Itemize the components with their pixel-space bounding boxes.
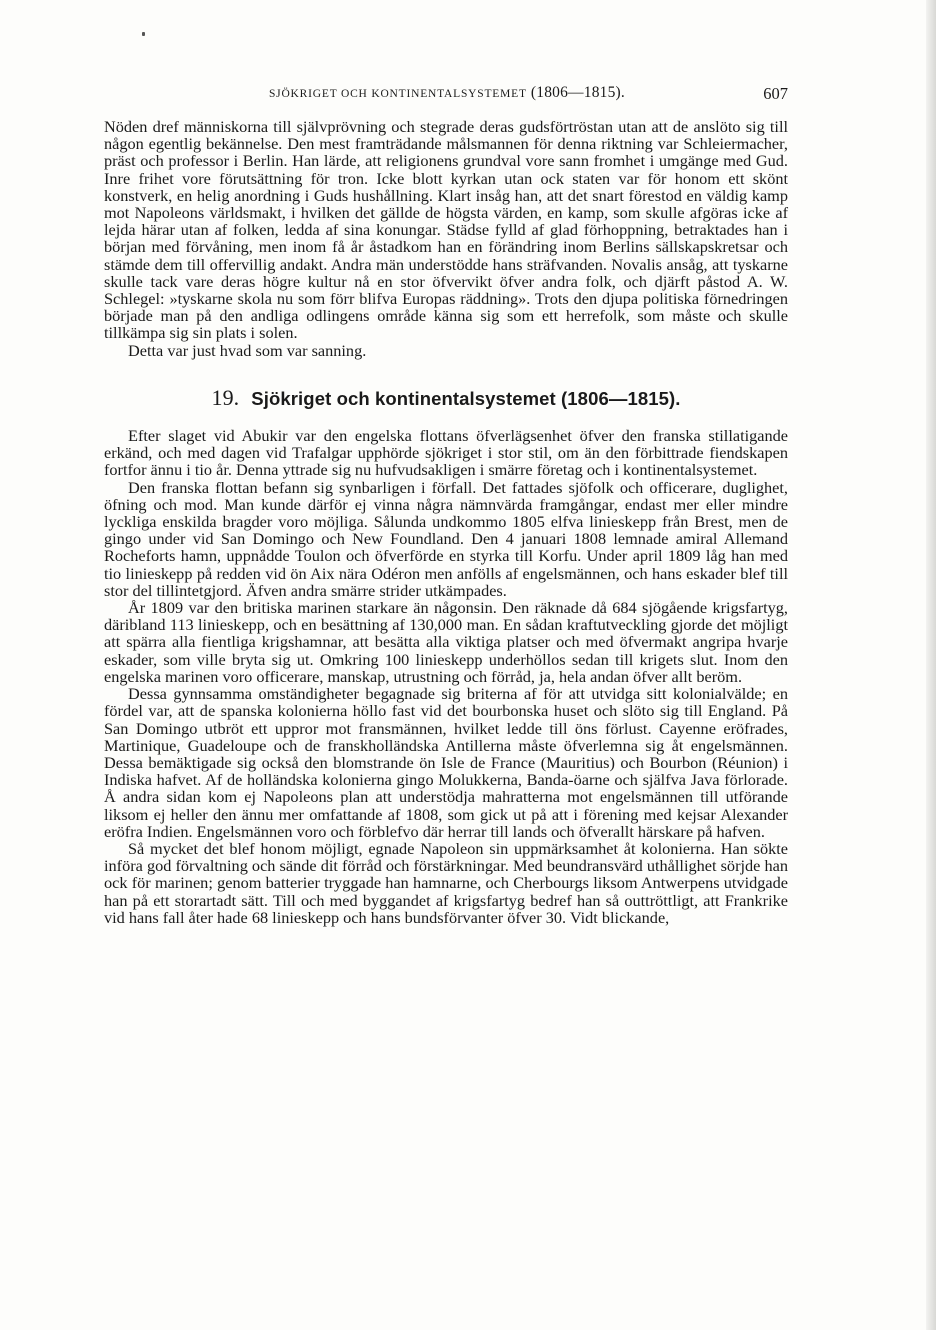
running-title: [102, 84, 792, 102]
paragraph: Nöden dref människorna till självprövning och stegrade deras gudsförtröstan utan att de anslöto sig till någon egentlig bekännelse. Den mest framträdande målsmannen för denna riktning var Schleiermacher, präst och professor i Berlin. Han lärde, att religionens grundval vore sann fromhet i umgänge med Gud. Inre frihet vore förutsättning för tron. Icke blott kyrkan utan ock staten var för honom ett skönt konstverk, en helig anordning i Guds hushållning. Klart insåg han, att det snart förestod en väldig kamp mot Napoleons världsmakt, i hvilken det gällde de högsta värden, en kamp, som skulle afgöras icke af lejda härar utan af folken, ledda af sina konungar. Städse fylld af glad förhoppning, betraktades han i början med förvåning, men inom få år åstadkom han en förändring inom Berlins sällskapskretsar och stämde dem till offervillig andakt. Andra män understödde hans sträfvanden. Novalis ansåg, att tyskarne skulle tack vare deras högre kultur nå en stor öfvervikt öfver andra folk, och djärft påstod A. W. Schlegel: »tyskarne skola nu som förr blifva Europas räddning». Trots den djupa politiska förnedringen började man på den andliga odlingens område känna sig som ett herrefolk, som måste och skulle tillkämpa sig sin plats i solen.: [104, 117, 788, 343]
scan-speck: [142, 32, 145, 36]
paragraph: Dessa gynnsamma omständigheter begagnade sig briterna af för att utvidga sitt kolonialvälde; en fördel var, att de spanska kolonierna höllo fast vid det bourbonska huset och slöto sig till England. På San Domingo utbröt ett uppror mot fransmännen, hvilket ledde till öns förlust. Cayenne eröfrades, Martinique, Guadeloupe och de franskholländska Antillerna måste öfverlemna sig åt engelsmännen. Dessa bemäktigade sig också den blomstrande ön Isle de France (Mauritius) och Bourbon (Réunion) i Indiska hafvet. Af de holländska kolonierna gingo Molukkerna, Banda-öarne och själfva Java förlorade. Å andra sidan kom ej Napoleons plan att understödja mahratterna mot engelsmännen till utförande liksom ej heller den ännu mer omfattande af 1808, som gick ut på att i förening med kejsar Alexander eröfra Indien. Engelsmännen voro och förblefvo där herrar till lands och öfverallt härskare på hafven.: [104, 684, 788, 841]
section-number: 19.: [211, 384, 240, 410]
running-title-text: SJÖKRIGET OCH KONTINENTALSYSTEMET: [268, 88, 527, 100]
running-title-years: (1806—1815).: [530, 84, 625, 101]
paragraph: Efter slaget vid Abukir var den engelska flottans öfverlägsenhet öfver den franska stillatigande erkänd, och med dagen vid Trafalgar upphörde sjökriget i stor stil, om än den förbittrade fiendskapen fortfor ännu i tio år. Denna yttrade sig nu hufvudsakligen i smärre företag och i kontinentalsystemet.: [104, 426, 788, 480]
paragraph: Detta var just hvad som var sanning.: [128, 340, 367, 360]
section-title: Sjökriget och kontinentalsystemet (1806—1815).: [251, 387, 681, 409]
page-edge-shadow: [926, 0, 936, 1330]
running-head: [102, 84, 792, 110]
body-text: [104, 118, 788, 926]
page-number: 607: [763, 84, 788, 103]
paragraph: Den franska flottan befann sig synbarligen i förfall. Det fattades sjöfolk och officerare, duglighet, öfning och mod. Man kunde därför ej vinna några nämnvärda framgångar, endast mer eller mindre lyckliga enskilda bragder voro möjliga. Sålunda undkommo 1805 elfva linieskepp från Brest, men de gingo under vid San Domingo och New Foundland. Den 4 januari 1808 lemnade amiral Allemand Rocheforts hamn, uppnådde Toulon och öfverförde en styrka till Korfu. Under april 1809 låg han med tio linieskepp på redden vid ön Aix nära Odéron men anfölls af engelsmännen, och hans eskader blef till stor del tillintetgjord. Äfven andra smärre strider utkämpades.: [104, 477, 788, 600]
section-heading: [104, 384, 788, 410]
paragraph: År 1809 var den britiska marinen starkare än någonsin. Den räknade då 684 sjögående krigsfartyg, däribland 113 linieskepp, och en besättning af 130,000 man. En sådan kraftutveckling gjorde det möjligt att spärra alla fientliga krigshamnar, att besätta alla viktiga platser och med öfvermakt angripa hvarje eskader, som ville bryta sig ut. Omkring 100 linieskepp underhöllos sedan till krigets slut. Inom den engelska marinen voro officerare, manskap, utrustning och förråd, ja, hela andan öfver allt beröm.: [104, 598, 788, 686]
paragraph: Så mycket det blef honom möjligt, egnade Napoleon sin uppmärksamhet åt kolonierna. Han sökte införa god förvaltning och sände dit förråd och förstärkningar. Med beundransvärd uthållighet sörjde han ock för marinen; genom batterier tryggade han hamnarne, och Cherbourgs liksom Antwerpens utvidgade han på ett storartadt sätt. Till och med byggandet af krigsfartyg bedref han så outtröttligt, att Frankrike vid hans fall åter hade 68 linieskepp och hans bundsförvanter öfver 30. Vidt blickande,: [104, 838, 788, 927]
